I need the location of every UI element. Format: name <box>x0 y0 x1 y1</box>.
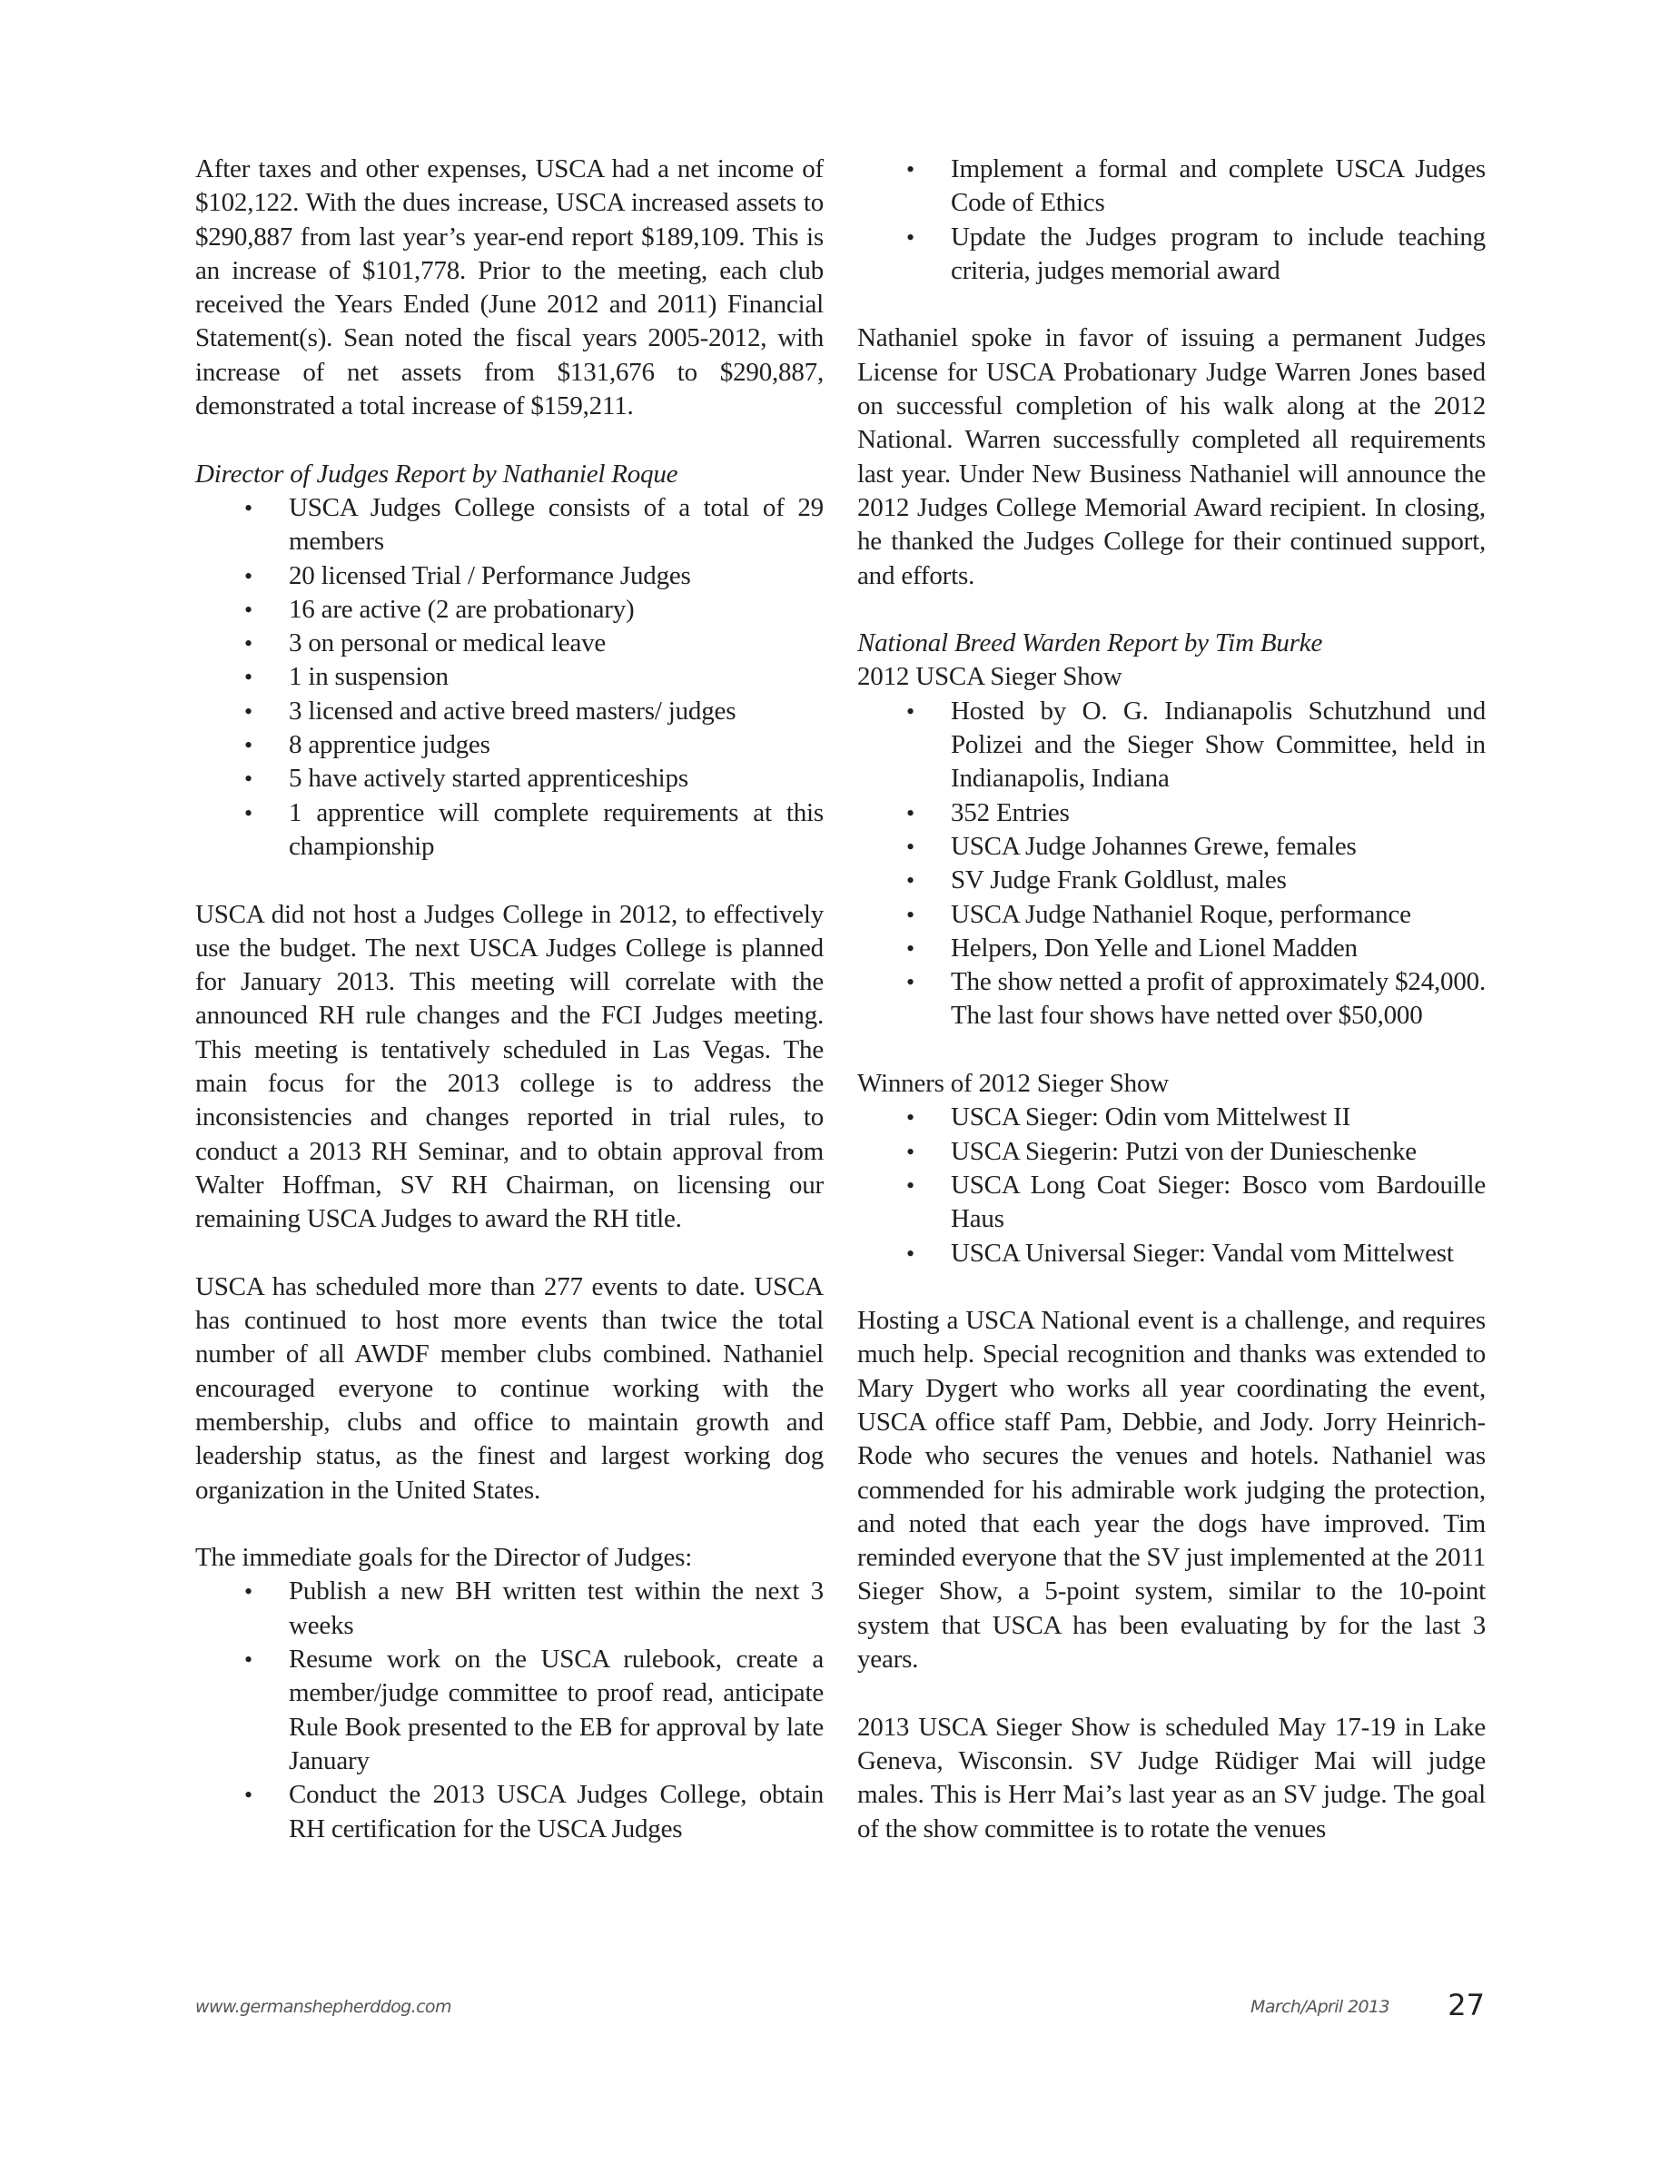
list-item: • USCA Sieger: Odin vom Mittelwest II <box>857 1101 1486 1134</box>
list-item: • Conduct the 2013 USCA Judges College, obtain RH certification for the USCA Judges <box>244 1780 824 1843</box>
list-item: • 5 have actively started apprenticeships <box>195 762 824 796</box>
bullet-icon: • <box>906 934 914 962</box>
website-link[interactable]: www.germanshepherddog.com <box>195 1997 451 2017</box>
list-item: • Resume work on the USCA rulebook, create a member/judge committee to proof read, anticipate Rule Book presented to the EB for approval by late January <box>244 1645 824 1775</box>
list-item: • 8 apprentice judges <box>195 728 824 762</box>
bullet-icon: • <box>244 697 252 725</box>
issue-date: March/April 2013 <box>1250 1997 1389 2017</box>
financial-paragraph: After taxes and other expenses, USCA had a net income of $102,122. With the dues increase, USCA increased assets to $290,887 from last year’s year-end report $189,109. This is an increase of $101,778. Prior to the meeting, each club received the Years Ended (June 2012 and 2011) Financial Statement(s). Sean noted the fiscal years 2005-2012, with increase of net assets from $131,676 to $290,887, demonstrated a total increase of $159,211. <box>195 154 824 421</box>
bullet-icon: • <box>244 732 252 759</box>
list-item: • USCA Judges College consists of a total of 29 members <box>244 492 824 557</box>
list-item: • Hosted by O. G. Indianapolis Schutzhund und Polizei and the Sieger Show Committee, held in Indianapolis, Indiana <box>906 696 1486 794</box>
bullet-icon: • <box>906 969 914 996</box>
bullet-icon: • <box>244 664 252 691</box>
page-footer <box>195 1988 1485 2028</box>
sieger-show-title: 2012 USCA Sieger Show <box>857 662 1122 692</box>
bullet-icon: • <box>906 1171 914 1199</box>
right-column <box>857 153 1486 1846</box>
list-item: • 352 Entries <box>857 796 1486 830</box>
bullet-icon: • <box>906 1240 914 1267</box>
list-item: • SV Judge Frank Goldlust, males <box>857 864 1486 897</box>
list-item: • USCA Judge Johannes Grewe, females <box>857 830 1486 864</box>
events-paragraph: USCA has scheduled more than 277 events to date. USCA has continued to host more events than twice the total number of all AWDF member clubs combined. Nathaniel encouraged everyone to continue working with the membership, clubs and office to maintain growth and leadership status, as the finest and largest working dog organization in the United States. <box>195 1271 824 1505</box>
winners-list <box>857 1101 1486 1270</box>
bullet-icon: • <box>244 596 252 623</box>
judges-stats-list <box>195 491 824 864</box>
left-column <box>195 153 824 1846</box>
list-item: • Update the Judges program to include teaching criteria, judges memorial award <box>906 222 1486 285</box>
breed-warden-heading: National Breed Warden Report by Tim Burke <box>857 628 1323 658</box>
spacer <box>857 288 1486 321</box>
list-item: • 1 in suspension <box>195 660 824 694</box>
license-paragraph: Nathaniel spoke in favor of issuing a permanent Judges License for USCA Probationary Judge Warren Jones based on successful completion of his walk along at the 2012 National. Warren successfully completed all requirements last year. Under New Business Nathaniel will announce the 2012 Judges College Memorial Award recipient. In closing, he thanked the Judges College for their continued support, and efforts. <box>857 323 1486 590</box>
list-item: • USCA Universal Sieger: Vandal vom Mittelwest <box>857 1237 1486 1270</box>
spacer <box>195 1237 824 1270</box>
bullet-icon: • <box>906 799 914 826</box>
list-item: • 3 on personal or medical leave <box>195 627 824 660</box>
goals-list-continued <box>857 153 1486 288</box>
spacer <box>195 864 824 897</box>
sieger-show-facts-list <box>857 695 1486 1033</box>
list-item: • USCA Siegerin: Putzi von der Dunieschenke <box>857 1135 1486 1169</box>
list-item: • USCA Judge Nathaniel Roque, performance <box>857 898 1486 932</box>
spacer <box>857 1033 1486 1067</box>
bullet-icon: • <box>906 1104 914 1132</box>
list-item: • Helpers, Don Yelle and Lionel Madden <box>857 932 1486 965</box>
hosting-paragraph: Hosting a USCA National event is a challenge, and requires much help. Special recognition and thanks was extended to Mary Dygert who works all year coordinating the event, USCA office staff Pam, Debbie, and Jody. Jorry Heinrich-Rode who secures the venues and hotels. Nathaniel was commended for his admirable work judging the protection, and noted that each year the dogs have improved. Tim reminded everyone that the SV just implemented at the 2011 Sieger Show, a 5-point system, similar to the 10-point system that USCA has been evaluating by for the last 3 years. <box>857 1306 1486 1675</box>
bullet-icon: • <box>244 1646 252 1674</box>
list-item: • USCA Long Coat Sieger: Bosco vom Bardouille Haus <box>906 1170 1486 1234</box>
bullet-icon: • <box>906 833 914 860</box>
bullet-icon: • <box>244 494 252 521</box>
goals-list <box>195 1575 824 1845</box>
judges-college-paragraph: USCA did not host a Judges College in 2012, to effectively use the budget. The next USCA Judges College is planned for January 2013. This meeting will correlate with the announced RH rule changes and the FCI Judges meeting. This meeting is tentatively scheduled in Las Vegas. The main focus for the 2013 college is to address the inconsistencies and changes reported in trial rules, to conduct a 2013 RH Seminar, and to obtain approval from Walter Hoffman, SV RH Chairman, on licensing our remaining USCA Judges to award the RH title. <box>195 899 824 1234</box>
bullet-icon: • <box>906 697 914 725</box>
bullet-icon: • <box>244 1782 252 1809</box>
winners-title: Winners of 2012 Sieger Show <box>857 1069 1169 1099</box>
spacer <box>195 423 824 457</box>
spacer <box>857 593 1486 627</box>
bullet-icon: • <box>906 156 914 183</box>
bullet-icon: • <box>906 1138 914 1165</box>
spacer <box>195 1507 824 1541</box>
bullet-icon: • <box>244 799 252 826</box>
sieger-show-2013-paragraph: 2013 USCA Sieger Show is scheduled May 17-19 in Lake Geneva, Wisconsin. SV Judge Rüdiger Mai will judge males. This is Herr Mai’s last year as an SV judge. The goal of the show committee is to rotate the venues <box>857 1712 1486 1843</box>
bullet-icon: • <box>906 901 914 928</box>
bullet-icon: • <box>244 630 252 657</box>
goals-intro: The immediate goals for the Director of Judges: <box>195 1543 693 1573</box>
bullet-icon: • <box>244 562 252 589</box>
list-item: • 20 licensed Trial / Performance Judges <box>195 559 824 593</box>
spacer <box>857 1270 1486 1304</box>
list-item: • 3 licensed and active breed masters/ judges <box>195 695 824 728</box>
bullet-icon: • <box>906 867 914 894</box>
list-item: • 1 apprentice will complete requirements at this championship <box>244 797 824 861</box>
bullet-icon: • <box>244 766 252 793</box>
list-item: • The show netted a profit of approximately $24,000. The last four shows have netted over $50,000 <box>906 967 1486 1031</box>
bullet-icon: • <box>906 223 914 251</box>
list-item: • Implement a formal and complete USCA Judges Code of Ethics <box>906 154 1486 218</box>
judges-report-heading: Director of Judges Report by Nathaniel Roque <box>195 459 678 489</box>
spacer <box>857 1676 1486 1710</box>
page-number: 27 <box>1448 1988 1485 2022</box>
list-item: • 16 are active (2 are probationary) <box>195 593 824 627</box>
bullet-icon: • <box>244 1578 252 1606</box>
list-item: • Publish a new BH written test within the next 3 weeks <box>244 1576 824 1640</box>
